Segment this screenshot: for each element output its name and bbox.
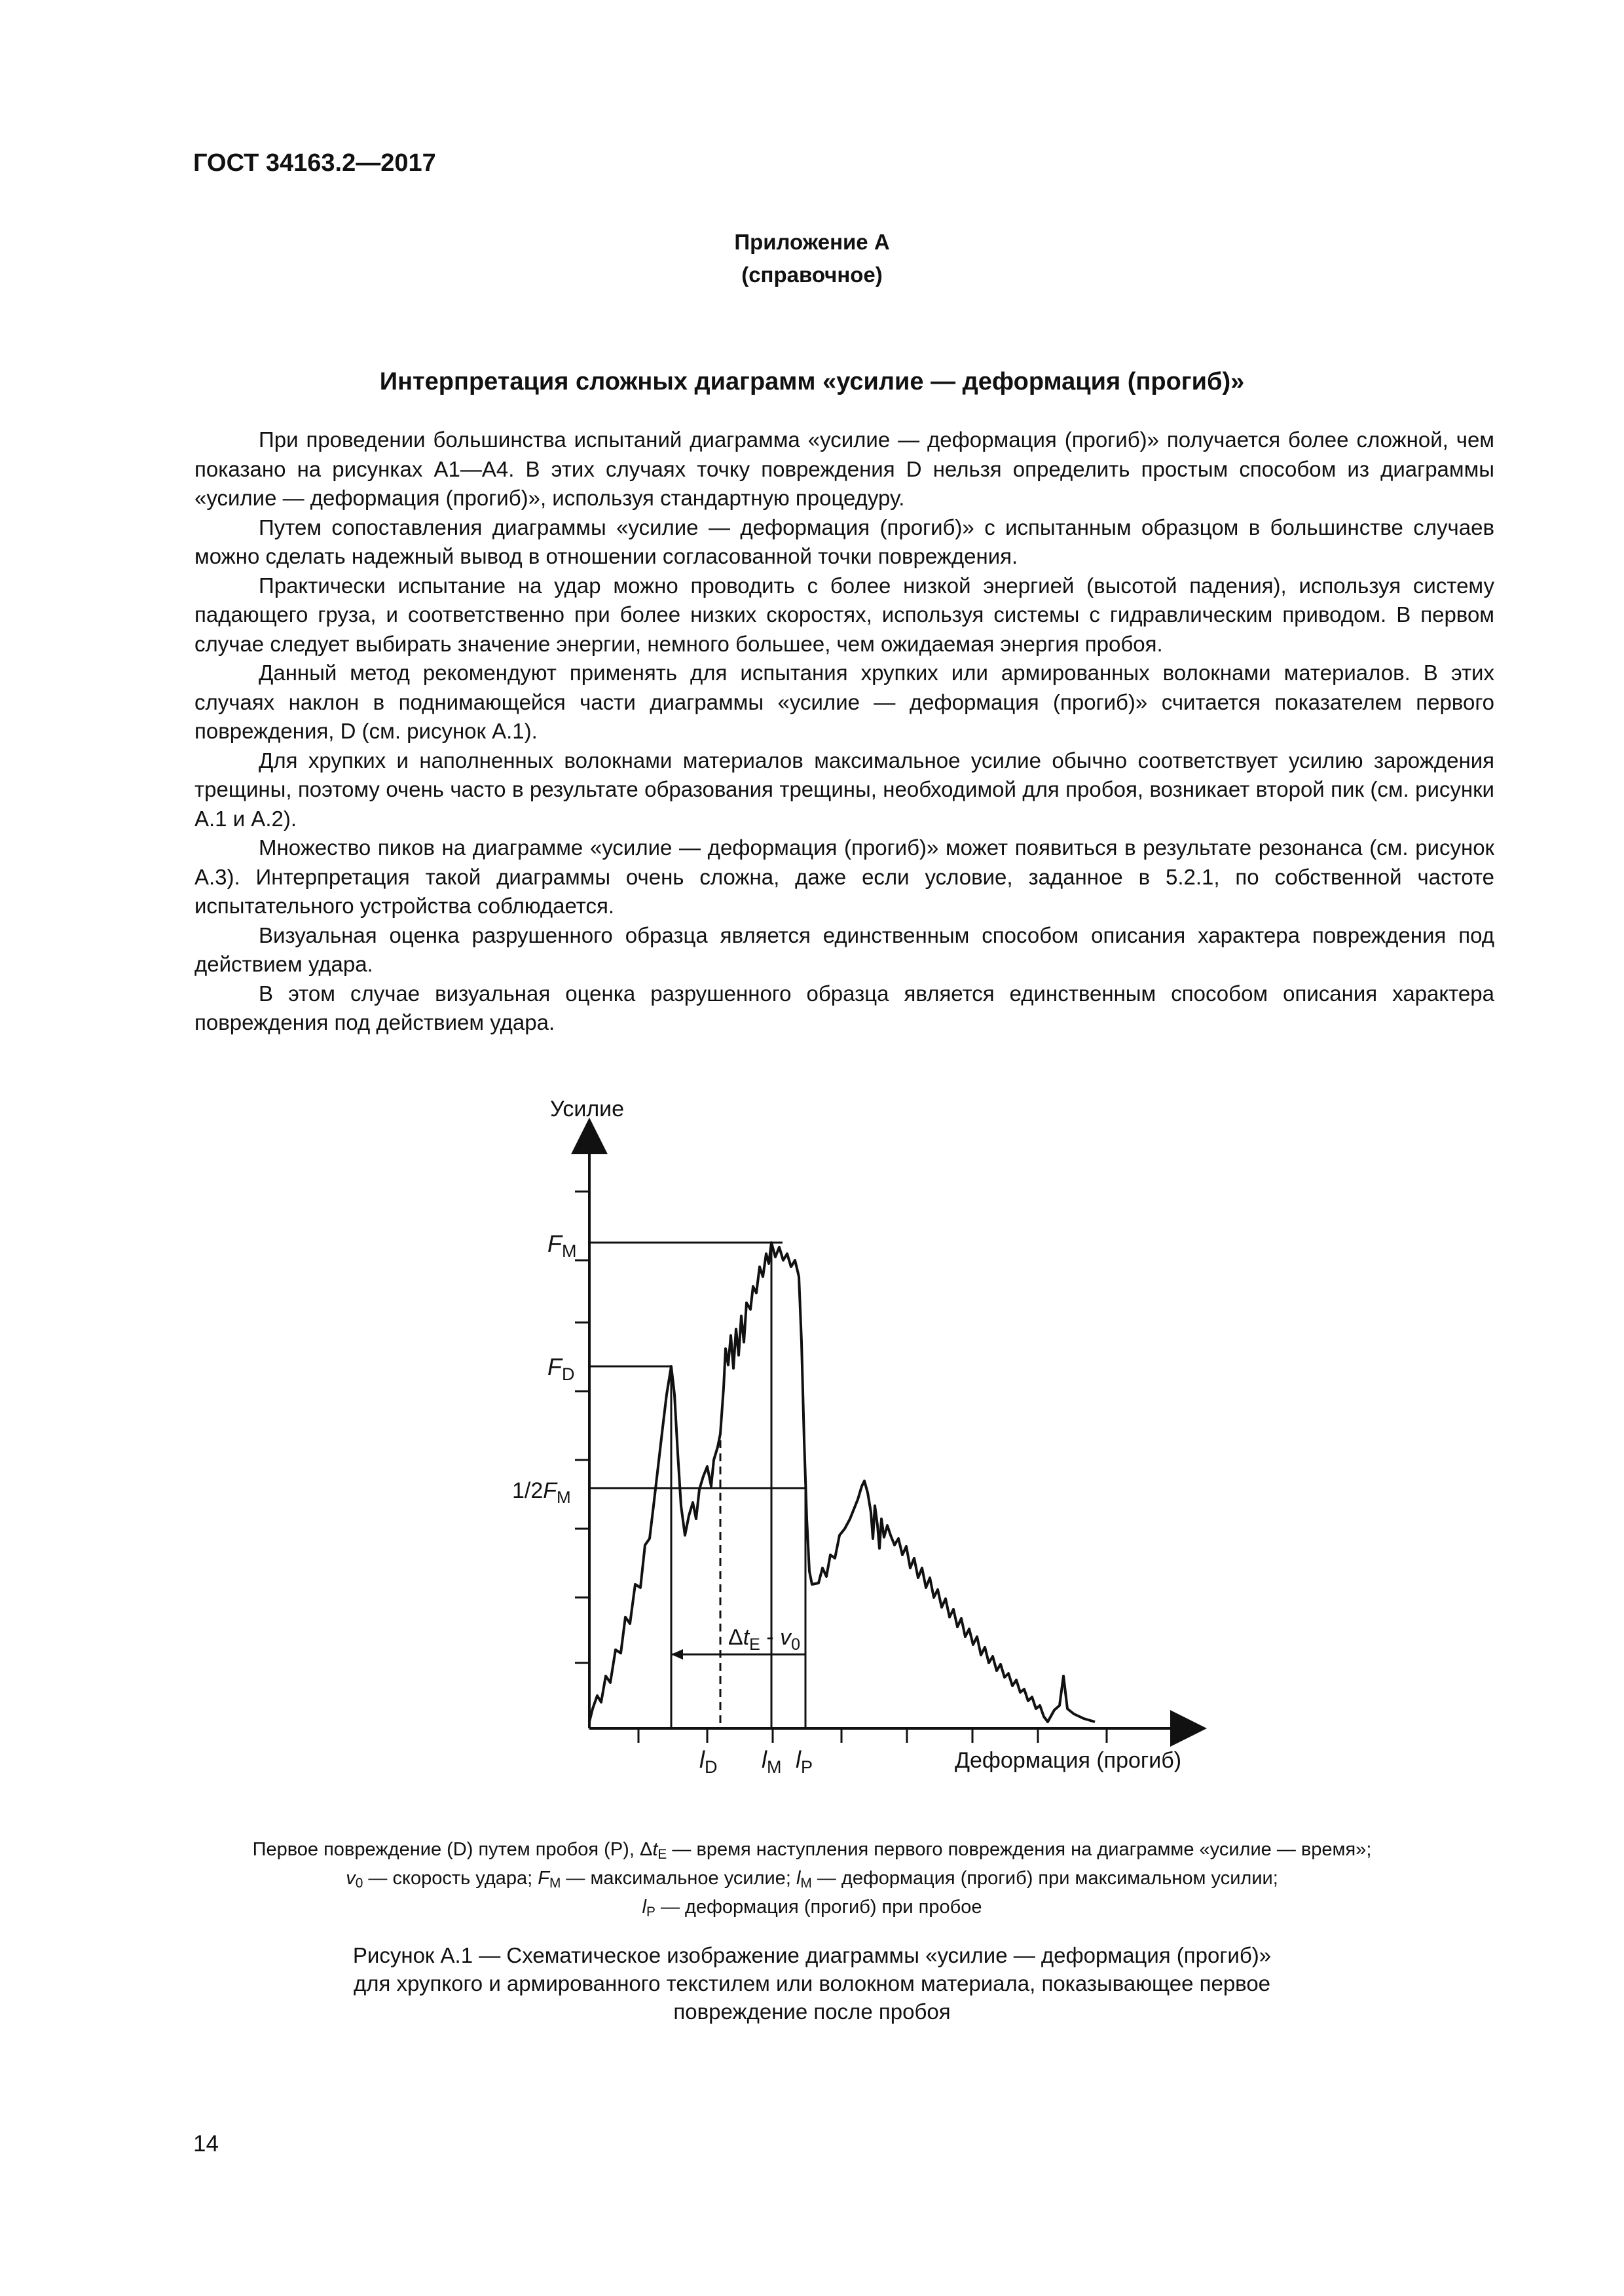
- legend-line: $l_P$ — деформация (прогиб) при пробое: [642, 1897, 982, 1920]
- figure-title-line: Рисунок А.1 — Схематическое изображение диаграммы «усилие — деформация (прогиб)»: [352, 1943, 1272, 1967]
- x-ticks: [638, 1728, 1107, 1743]
- delta-arrow-left: [671, 1649, 683, 1660]
- appendix-type: (справочное): [741, 263, 883, 287]
- y-ticks: [575, 1192, 589, 1663]
- figure-title: [157, 1941, 1467, 2026]
- paragraph: В этом случае визуальная оценка разрушенного образца является единственным способом описания характера повреждения под действием удара.: [194, 981, 1494, 1034]
- half-fm-label: $1/2F_M$: [512, 1478, 571, 1507]
- reference-lines: [589, 1243, 805, 1728]
- paragraph: Данный метод рекомендуют применять для испытания хрупких или армированных волокнами материалов. В этих случаях наклон в поднимающейся части диаграммы «усилие — деформация (прогиб)» считается показателем первого повреждения, D (см. рисунок А.1).: [194, 661, 1494, 743]
- document-code: ГОСТ 34163.2—2017: [193, 149, 436, 177]
- section-title: Интерпретация сложных диаграмм «усилие — деформация (прогиб)»: [379, 368, 1245, 395]
- delta-label: $\Delta t_E - v_0$: [728, 1625, 800, 1654]
- body-text: [194, 426, 1494, 1038]
- lp-label: $l_P$: [796, 1746, 813, 1777]
- ld-label: $l_D$: [699, 1746, 718, 1777]
- legend-line: Первое повреждение (D) путем пробоя (P), $\Delta t_E$ — время наступления первого повреждения на диаграмме «усилие — время»;: [252, 1839, 1372, 1863]
- force-curve: [589, 1243, 1095, 1722]
- legend-line: $v_0$ — скорость удара; $F_M$ — максимальное усилие; $l_M$ — деформация (прогиб) при максимальном усилии;: [346, 1868, 1278, 1891]
- fm-label: $F_M$: [547, 1230, 577, 1261]
- paragraph: Путем сопоставления диаграммы «усилие — деформация (прогиб)» с испытанным образцом в большинстве случаев можно сделать надежный вывод в отношении согласованной точки повреждения.: [194, 515, 1494, 568]
- paragraph: Визуальная оценка разрушенного образца является единственным способом описания характера повреждения под действием удара.: [194, 922, 1494, 976]
- figure-title-line: повреждение после пробоя: [673, 1999, 951, 2024]
- fd-label: $F_D$: [547, 1353, 575, 1384]
- paragraph: Для хрупких и наполненных волокнами материалов максимальное усилие обычно соответствует усилию зарождения трещины, поэтому очень часто в результате образования трещины, необходимой для пробоя, возникает второй пик (см. рисунки А.1 и А.2).: [194, 748, 1494, 831]
- figure-title-line: для хрупкого и армированного текстилем или волокном материала, показывающее первое: [353, 1971, 1271, 1995]
- force-deflection-diagram: [0, 1087, 1624, 1813]
- lm-label: $l_M$: [762, 1746, 782, 1777]
- x-axis-label: Деформация (прогиб): [955, 1748, 1182, 1773]
- page-number: 14: [193, 2131, 219, 2157]
- paragraph: При проведении большинства испытаний диаграмма «усилие — деформация (прогиб)» получается более сложной, чем показано на рисунках А1—А4. В этих случаях точку повреждения D нельзя определить простым способом из диаграммы «усилие — деформация (прогиб)», используя стандартную процедуру.: [194, 428, 1494, 510]
- appendix-heading: [0, 226, 1624, 291]
- paragraph: Множество пиков на диаграмме «усилие — деформация (прогиб)» может появиться в результате резонанса (см. рисунок А.3). Интерпретация такой диаграммы очень сложна, даже если условие, заданное в 5.2.1, по собственной частоте испытательного устройства соблюдается.: [194, 835, 1494, 918]
- appendix-label: Приложение А: [734, 230, 890, 254]
- y-axis-label: Усилие: [550, 1097, 625, 1121]
- paragraph: Практически испытание на удар можно проводить с более низкой энергией (высотой падения), используя систему падающего груза, и соответственно при более низких скоростях, используя системы с гидравлическим приводом. В первом случае следует выбирать значение энергии, немного большее, чем ожидаемая энергия пробоя.: [194, 573, 1494, 656]
- figure-legend: [157, 1838, 1467, 1925]
